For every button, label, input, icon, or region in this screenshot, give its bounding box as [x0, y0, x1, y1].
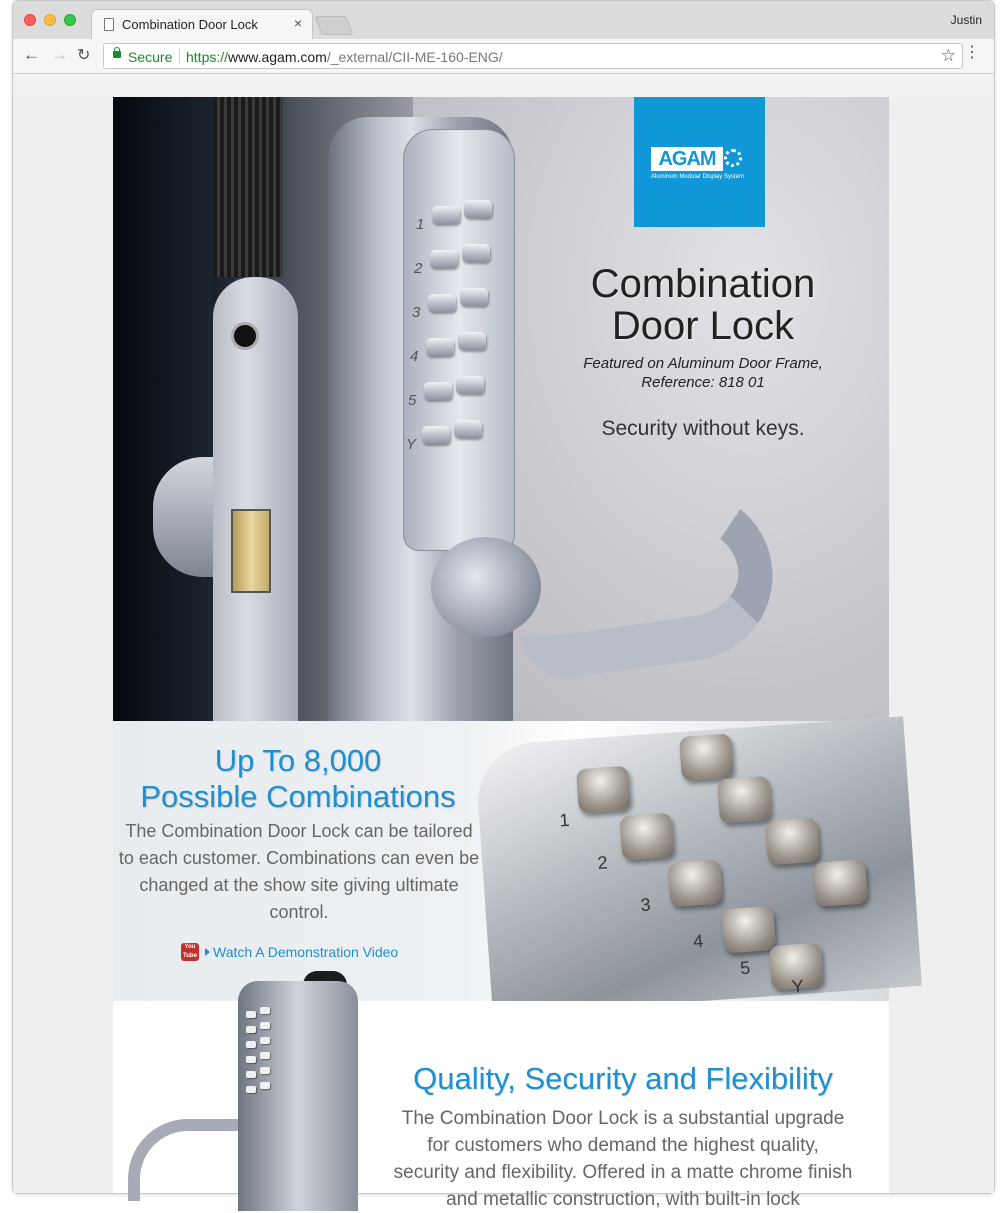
keypad-key [428, 294, 456, 312]
keypad-key [460, 288, 488, 306]
lever-rose [431, 537, 541, 637]
new-tab-button[interactable] [315, 16, 354, 35]
keypad-label: 2 [414, 260, 423, 277]
combinations-title-line1: Up To 8,000 [214, 743, 382, 778]
latch-bolt [231, 509, 271, 593]
minimize-window-button[interactable] [44, 14, 56, 26]
quality-title: Quality, Security and Flexibility [413, 1061, 833, 1096]
keypad-button [668, 859, 723, 907]
keypad-key [424, 382, 452, 400]
address-bar[interactable] [103, 43, 963, 69]
agam-logo[interactable] [634, 97, 765, 227]
url-host: www.agam.com [228, 49, 327, 65]
keypad-key [260, 1082, 270, 1089]
keypad-key [422, 426, 450, 444]
door-seal [213, 97, 283, 277]
tab-bar [13, 1, 994, 39]
tab-close-icon[interactable]: × [293, 15, 302, 31]
reload-icon[interactable]: ↻ [77, 47, 91, 64]
hero-title-line2: Door Lock [611, 304, 795, 348]
youtube-icon[interactable]: You Tube [181, 943, 199, 961]
url-text[interactable] [186, 49, 503, 65]
keypad-label: 3 [412, 304, 421, 321]
keypad-key [260, 1007, 270, 1014]
url-path: /_external/CII-ME-160-ENG/ [326, 49, 503, 65]
gear-icon [724, 149, 742, 167]
keypad-key [462, 244, 490, 262]
keypad-button [765, 818, 820, 866]
keypad-label: 1 [416, 216, 425, 233]
small-lock-image [238, 981, 358, 1211]
combinations-title [123, 743, 473, 815]
page-viewport[interactable] [13, 97, 994, 1210]
watch-video-text[interactable]: Watch A Demonstration Video [213, 944, 399, 960]
keypad-key [260, 1067, 270, 1074]
page-content [113, 97, 889, 1210]
keypad-key [246, 1041, 256, 1048]
keypad-label: 3 [639, 894, 652, 916]
keypad-key [464, 200, 492, 218]
keypad-key [246, 1086, 256, 1093]
forward-arrow-icon[interactable]: → [51, 45, 68, 64]
url-scheme: https:// [186, 49, 229, 65]
quality-body: The Combination Door Lock is a substantial upgrade for customers who demand the highest quality, security and flexibility. Offered in a matte chrome finish and metallic construction, with built-in lock [393, 1108, 853, 1210]
document-icon [104, 18, 114, 31]
keypad-button [813, 859, 868, 907]
watch-video-link[interactable] [181, 943, 421, 965]
door-panel [113, 97, 213, 721]
hero-title [553, 263, 853, 347]
browser-toolbar [13, 39, 994, 74]
keypad-label: 5 [408, 392, 417, 409]
address-divider [179, 48, 180, 64]
screw-icon [231, 322, 259, 350]
brand-name: AGAM [651, 147, 723, 171]
brand-tagline: Aluminum Modular Display System [651, 174, 745, 180]
quality-section [113, 1001, 889, 1210]
keypad-button [619, 813, 674, 861]
keypad-button [717, 776, 772, 824]
keypad-button [679, 733, 734, 781]
browser-window [12, 0, 995, 1210]
close-window-button[interactable] [24, 14, 36, 26]
play-arrow-icon [205, 948, 210, 956]
tab-title: Combination Door Lock [122, 17, 258, 32]
keypad-button [721, 906, 776, 954]
profile-name[interactable]: Justin [950, 13, 982, 27]
keypad-key [246, 1011, 256, 1018]
combinations-body: The Combination Door Lock can be tailored to each customer. Combinations can even be changed at the show site giving ultimate control. [118, 821, 480, 922]
keypad-closeup-image [474, 716, 922, 1015]
maximize-window-button[interactable] [64, 14, 76, 26]
hero-subtitle-line2: Reference: 818 01 [641, 374, 765, 391]
combinations-title-line2: Possible Combinations [140, 779, 456, 814]
keypad-key [432, 206, 460, 224]
keypad-image [403, 129, 515, 551]
back-arrow-icon[interactable]: ← [23, 45, 40, 64]
browser-menu-icon[interactable]: ⋮ [964, 44, 980, 61]
tab-combination-door-lock[interactable] [91, 9, 313, 39]
keypad-label: 5 [739, 957, 751, 979]
keypad-label: 4 [410, 348, 419, 365]
keypad-label: Y [406, 436, 417, 453]
keypad-label: 2 [596, 852, 609, 873]
keypad-button [576, 766, 631, 814]
keypad-key [246, 1026, 256, 1033]
keypad-key [458, 332, 486, 350]
hero-subtitle-line1: Featured on Aluminum Door Frame, [583, 355, 823, 372]
keypad-key [260, 1052, 270, 1059]
keypad-label: 1 [558, 809, 571, 831]
combinations-section [113, 721, 889, 1001]
keypad-key [426, 338, 454, 356]
keypad-label: 4 [692, 930, 704, 952]
keypad-key [456, 376, 484, 394]
hero-title-line1: Combination [590, 262, 816, 306]
keypad-key [454, 420, 482, 438]
lock-icon [113, 51, 121, 58]
hero-tagline: Security without keys. [601, 417, 805, 440]
keypad-key [430, 250, 458, 268]
keypad-key [260, 1022, 270, 1029]
keypad-key [246, 1056, 256, 1063]
keypad-label: Y [790, 975, 805, 997]
keypad-key [246, 1071, 256, 1078]
hero-banner [113, 97, 889, 721]
bookmark-star-icon[interactable]: ☆ [940, 46, 956, 65]
secure-label: Secure [128, 49, 173, 65]
hero-subtitle [553, 354, 853, 392]
keypad-key [260, 1037, 270, 1044]
